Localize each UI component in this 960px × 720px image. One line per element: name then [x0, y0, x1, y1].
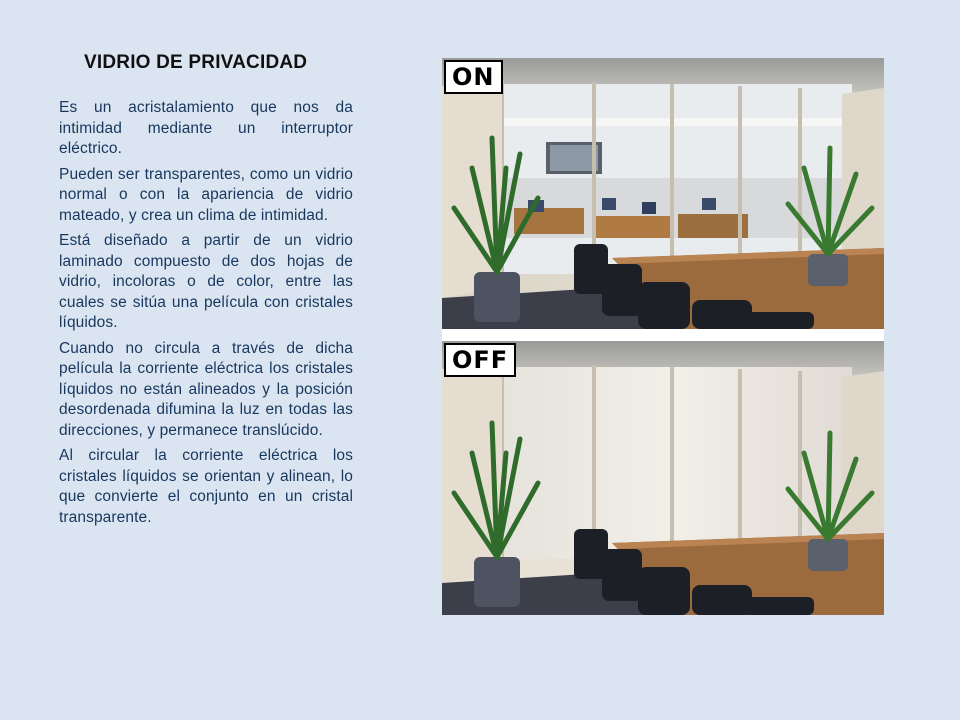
- photo-glass-on: [442, 58, 884, 329]
- paragraph-appearance: Pueden ser transparentes, como un vidrio normal o con la apariencia de vidrio mateado, y crea un clima de intimidad.: [59, 165, 353, 224]
- photo-divider: [442, 329, 884, 341]
- photo-glass-off: [442, 341, 884, 615]
- office-scene-off: [442, 341, 884, 615]
- body-text: [59, 98, 353, 533]
- slide-title: VIDRIO DE PRIVACIDAD: [84, 52, 308, 73]
- paragraph-on-state: Al circular la corriente eléctrica los cristales líquidos se orientan y alinean, lo que convierte el conjunto en un cristal transparente.: [59, 447, 353, 526]
- paragraph-off-state: Cuando no circula a través de dicha película la corriente eléctrica los cristales líquidos no están alineados y la posición desordenada difumina la luz en todas las direcciones, y permanece translúcido.: [59, 339, 353, 439]
- office-scene-on: [442, 58, 884, 329]
- glass-on-label: ON: [444, 60, 503, 94]
- glass-off-label: OFF: [444, 343, 516, 377]
- paragraph-intro: Es un acristalamiento que nos da intimidad mediante un interruptor eléctrico.: [59, 99, 353, 157]
- paragraph-construction: Está diseñado a partir de un vidrio laminado compuesto de dos hojas de vidrio, incoloras o de color, entre las cuales se sitúa una película con cristales líquidos.: [59, 232, 353, 331]
